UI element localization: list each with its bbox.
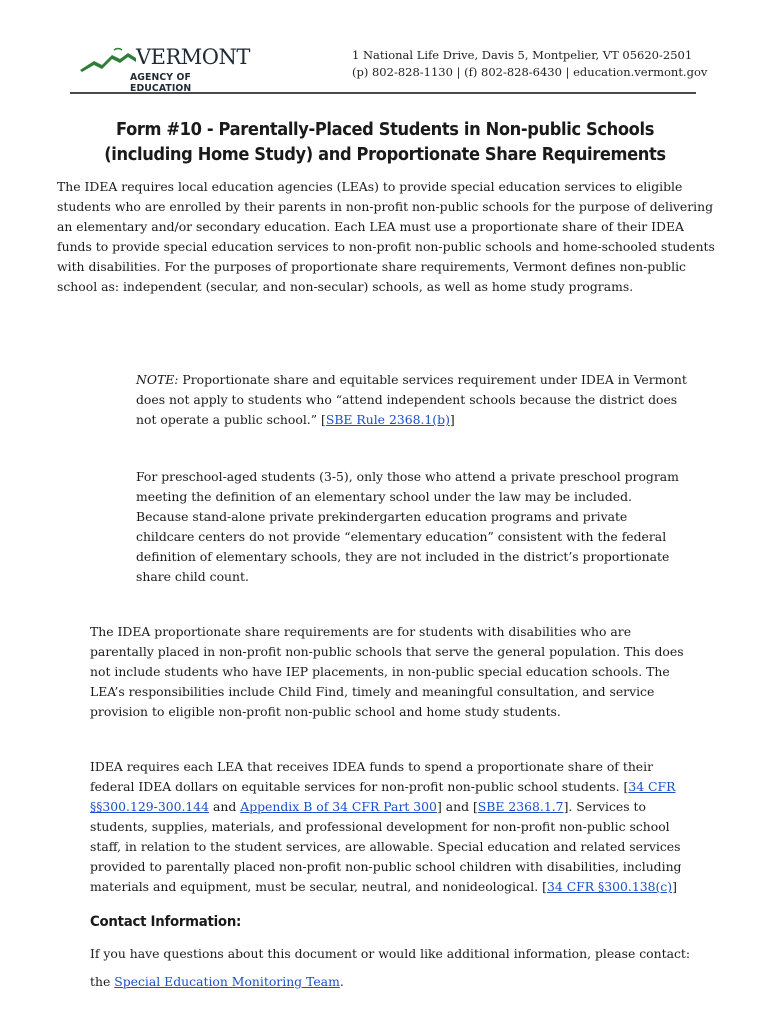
sbe-rule-link[interactable]: SBE Rule 2368.1(b) <box>325 412 450 427</box>
note-paragraph <box>136 370 688 430</box>
contact-prefix: the <box>90 974 115 989</box>
note-end: ] <box>449 412 455 427</box>
note-label: NOTE: <box>136 372 179 387</box>
appendix-b-link[interactable]: Appendix B of 34 CFR Part 300 <box>240 799 437 814</box>
address-line: 1 National Life Drive, Davis 5, Montpelier, VT 05620-2501 <box>352 48 693 62</box>
logo-wordmark: VERMONT <box>136 45 250 69</box>
vermont-aoe-logo <box>80 44 250 94</box>
funds-text-4: ]. Services to students, supplies, materials, and professional development for non-profit non-public school staff, in relation to the student services, are allowable. Special education and related services provided to parentally placed non-profit non-public school children with disabilities, including materials and equipment, must be secular, neutral, and nonideological. [ <box>90 799 682 894</box>
contact-suffix: . <box>339 974 344 989</box>
note-text: Proportionate share and equitable services requirement under IDEA in Vermont does not apply to students who “attend independent schools because the district does not operate a public school.” [ <box>136 372 687 427</box>
contact-heading: Contact Information: <box>90 914 242 930</box>
phone-web-line: (p) 802-828-1130 | (f) 802-828-6430 | education.vermont.gov <box>352 65 708 79</box>
title-line-1: Form #10 - Parentally-Placed Students in Non-public Schools <box>115 120 655 140</box>
sbe-2368-link[interactable]: SBE 2368.1.7 <box>477 799 564 814</box>
page-title <box>27 118 743 168</box>
logo-subtitle: AGENCY OF EDUCATION <box>130 72 192 94</box>
cfr-300-138-link[interactable]: 34 CFR §300.138(c) <box>546 879 673 894</box>
requirements-paragraph: The IDEA proportionate share requirements are for students with disabilities who are parentally placed in non-profit non-public schools that serve the general population. This does not include students who have IEP placements, in non-public special education schools. The LEA’s responsibilities include Child Find, timely and meaningful consultation, and service provision to eligible non-profit non-public school and home study students. <box>90 624 684 719</box>
funds-paragraph <box>90 757 690 897</box>
funds-text-3: ] and [ <box>436 799 478 814</box>
contact-address <box>352 47 707 81</box>
funds-text-1: IDEA requires each LEA that receives IDEA funds to spend a proportionate share of their federal IDEA dollars on equitable services for non-profit non-public school students. [ <box>90 759 654 794</box>
funds-text-2: and <box>209 799 241 814</box>
monitoring-team-link[interactable]: Special Education Monitoring Team <box>114 974 340 989</box>
funds-text-5: ] <box>672 879 677 894</box>
contact-team-line <box>90 972 710 992</box>
contact-text: If you have questions about this document or would like additional information, please contact: <box>90 946 691 961</box>
intro-paragraph: The IDEA requires local education agencies (LEAs) to provide special education services to eligible students who are enrolled by their parents in non-profit non-public schools for the purpose of delivering an elementary and/or secondary education. Each LEA must use a proportionate share of their IDEA funds to provide special education services to non-profit non-public schools and home-schooled students with disabilities. For the purposes of proportionate share requirements, Vermont defines non-public school as: independent (secular, and non-secular) schools, as well as home study programs. <box>57 179 715 294</box>
preschool-paragraph: For preschool-aged students (3-5), only those who attend a private preschool program meeting the definition of an elementary school under the law may be included. Because stand-alone private prekindergarten education programs and private childcare centers do not provide “elementary education” consistent with the federal definition of elementary schools, they are not included in the district’s proportionate share child count. <box>136 469 679 584</box>
letterhead <box>70 40 708 94</box>
title-line-2: (including Home Study) and Proportionate Share Requirements <box>104 145 666 165</box>
cfr-300-129-link[interactable]: 34 CFR §§300.129-300.144 <box>90 779 676 814</box>
